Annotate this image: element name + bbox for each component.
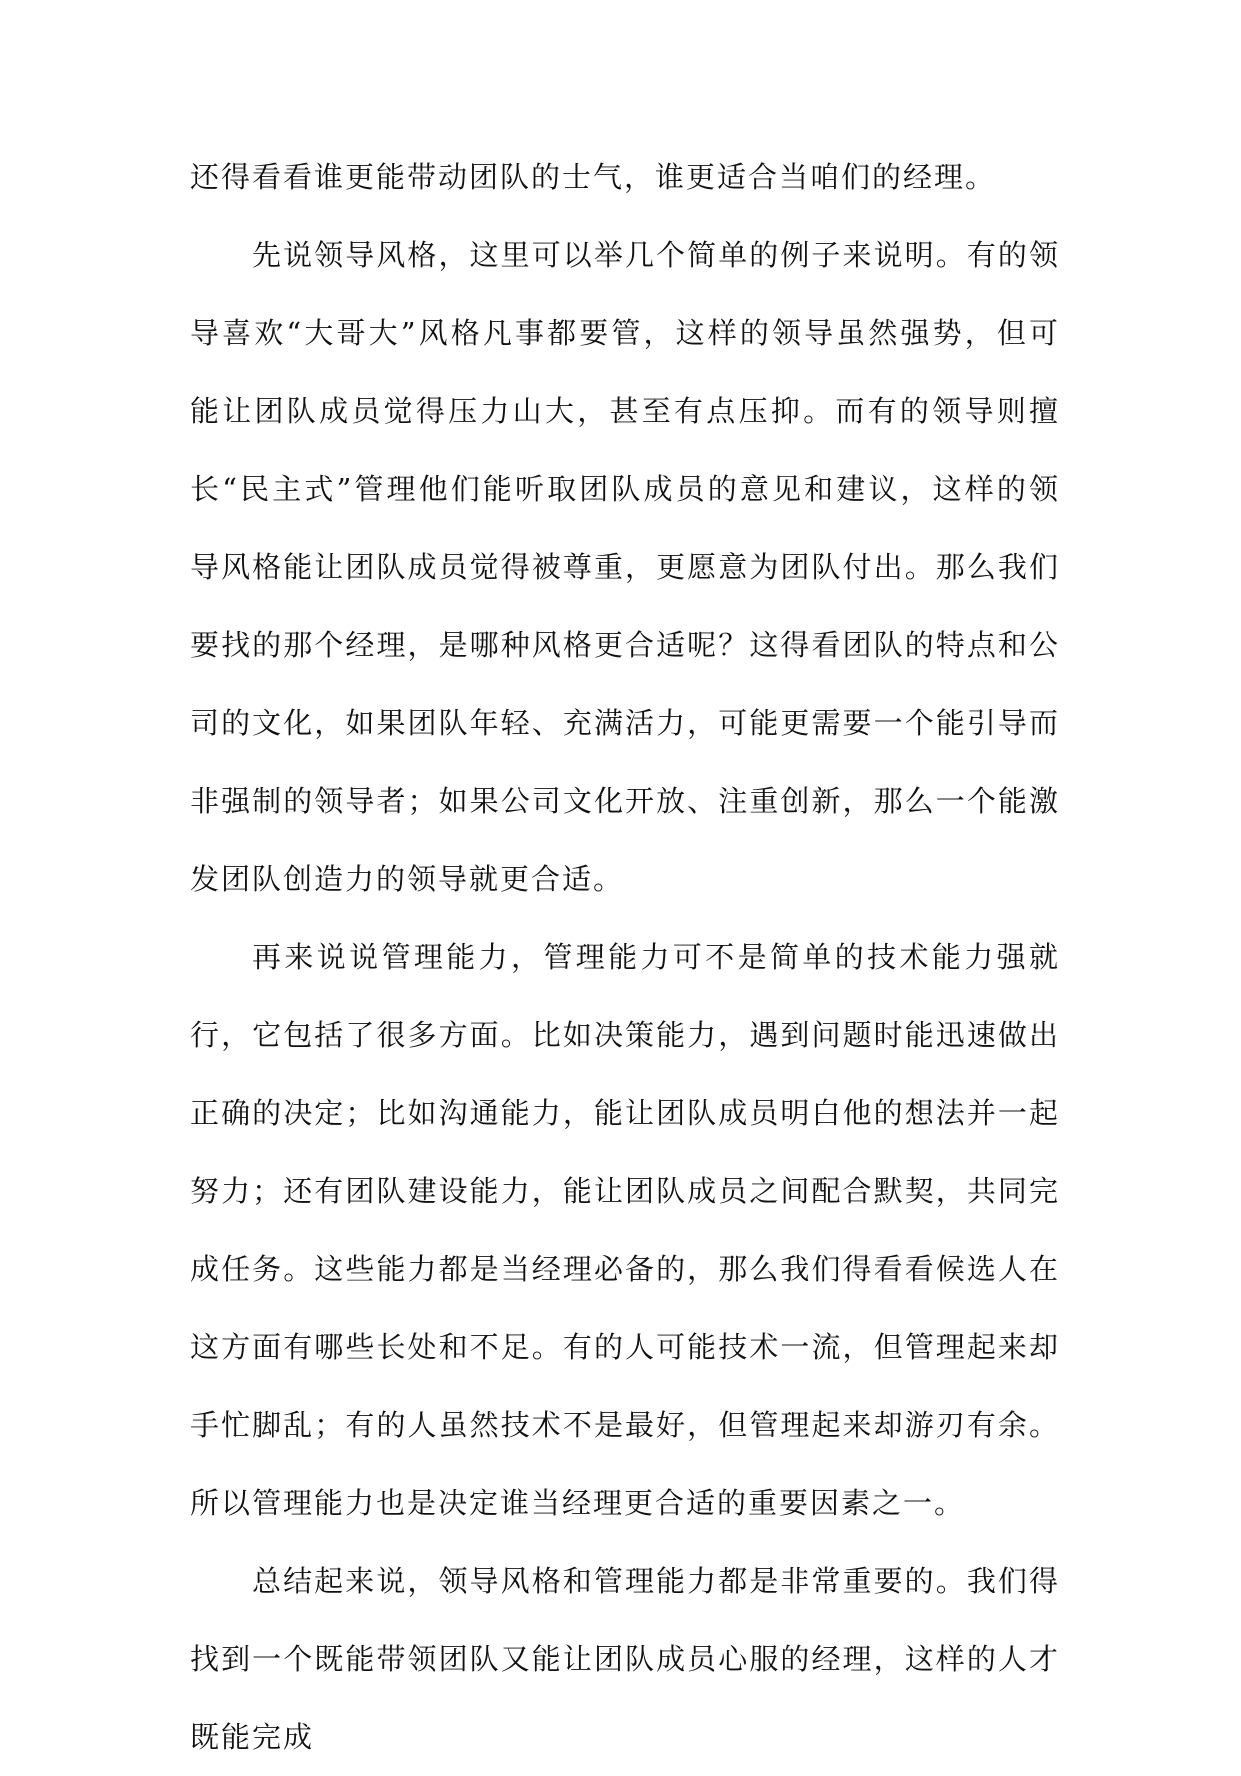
- paragraph-summary: 总结起来说，领导风格和管理能力都是非常重要的。我们得找到一个既能带领团队又能让团队成员心服的经理，这样的人才既能完成: [190, 1564, 1060, 1754]
- paragraph-continuation: 还得看看谁更能带动团队的士气，谁更适合当咱们的经理。: [190, 160, 997, 194]
- paragraph-management-ability: 再来说说管理能力，管理能力可不是简单的技术能力强就行，它包括了很多方面。比如决策能力，遇到问题时能迅速做出正确的决定；比如沟通能力，能让团队成员明白他的想法并一起努力；还有团队建设能力，能让团队成员之间配合默契，共同完成任务。这些能力都是当经理必备的，那么我们得看看候选人在这方面有哪些长处和不足。有的人可能技术一流，但管理起来却手忙脚乱；有的人虽然技术不是最好，但管理起来却游刃有余。所以管理能力也是决定谁当经理更合适的重要因素之一。: [190, 940, 1060, 1520]
- document-body: [190, 138, 1060, 1776]
- paragraph-leadership-style: 先说领导风格，这里可以举几个简单的例子来说明。有的领导喜欢“大哥大”风格凡事都要管，这样的领导虽然强势，但可能让团队成员觉得压力山大，甚至有点压抑。而有的领导则擅长“民主式”管理他们能听取团队成员的意见和建议，这样的领导风格能让团队成员觉得被尊重，更愿意为团队付出。那么我们要找的那个经理，是哪种风格更合适呢？这得看团队的特点和公司的文化，如果团队年轻、充满活力，可能更需要一个能引导而非强制的领导者；如果公司文化开放、注重创新，那么一个能激发团队创造力的领导就更合适。: [190, 238, 1060, 896]
